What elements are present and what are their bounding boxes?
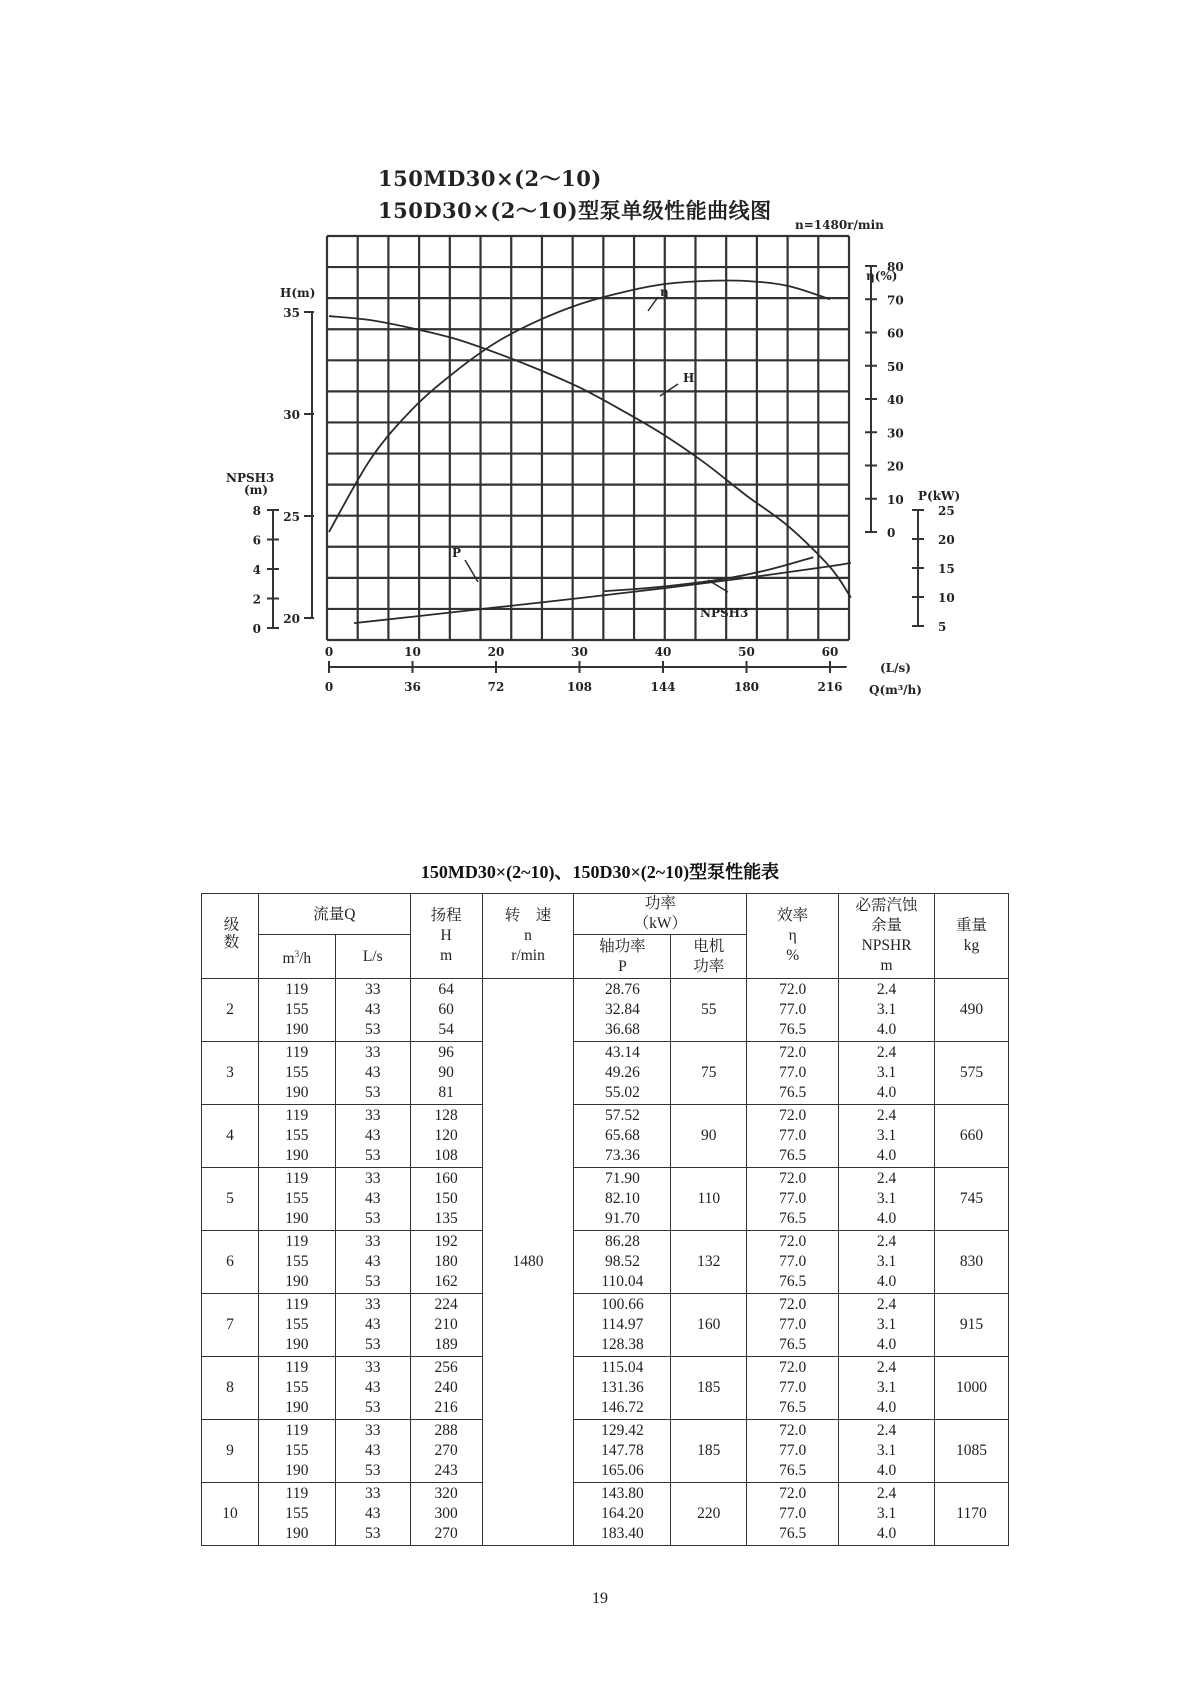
chart-title-line-1: 150MD30×(2～10) xyxy=(378,166,602,191)
power-axis-tick-label: 25 xyxy=(938,504,955,518)
cell-head: 64 60 54 xyxy=(410,979,482,1042)
npsh-axis-tick-label: 4 xyxy=(252,563,261,577)
eta-axis-tick-label: 40 xyxy=(887,393,904,407)
h-axis-tick-label: 20 xyxy=(283,612,300,626)
cell-efficiency: 72.0 77.0 76.5 xyxy=(747,1042,839,1105)
cell-stage: 9 xyxy=(202,1420,259,1483)
cell-stage: 6 xyxy=(202,1231,259,1294)
npsh-axis-unit: (m) xyxy=(244,483,269,497)
npsh-axis-label: NPSH3 xyxy=(226,471,275,485)
cell-flow-ls: 33 43 53 xyxy=(335,1168,410,1231)
cell-flow-m3h: 119 155 190 xyxy=(258,1294,335,1357)
cell-npshr: 2.4 3.1 4.0 xyxy=(839,979,935,1042)
npsh-axis-tick-label: 0 xyxy=(252,622,261,636)
x-axis-tick-label-ls: 40 xyxy=(654,645,672,659)
performance-curve-chart xyxy=(0,0,1200,720)
cell-motor-power: 160 xyxy=(671,1294,747,1357)
eta-axis-label: η(%) xyxy=(866,269,898,283)
npsh-axis-tick-label: 2 xyxy=(252,592,261,607)
cell-flow-ls: 33 43 53 xyxy=(335,979,410,1042)
cell-weight: 1085 xyxy=(935,1420,1009,1483)
table-row xyxy=(202,1168,1009,1231)
header-npshr: 必需汽蚀 余量 NPSHR m xyxy=(839,894,935,979)
cell-motor-power: 220 xyxy=(671,1483,747,1546)
cell-npshr: 2.4 3.1 4.0 xyxy=(839,1420,935,1483)
table-row xyxy=(202,1231,1009,1294)
cell-motor-power: 90 xyxy=(671,1105,747,1168)
table-row xyxy=(202,1483,1009,1546)
curve-label-leader xyxy=(660,384,678,396)
cell-efficiency: 72.0 77.0 76.5 xyxy=(747,979,839,1042)
eta-axis-tick-label: 0 xyxy=(887,526,896,540)
cell-head: 192 180 162 xyxy=(410,1231,482,1294)
npsh-axis-tick-label: 6 xyxy=(252,533,261,548)
cell-head: 224 210 189 xyxy=(410,1294,482,1357)
cell-head: 160 150 135 xyxy=(410,1168,482,1231)
cell-stage: 5 xyxy=(202,1168,259,1231)
power-axis-label: P(kW) xyxy=(918,489,961,503)
cell-weight: 1000 xyxy=(935,1357,1009,1420)
eta-axis-tick-label: 20 xyxy=(887,459,904,474)
cell-npshr: 2.4 3.1 4.0 xyxy=(839,1105,935,1168)
cell-flow-ls: 33 43 53 xyxy=(335,1105,410,1168)
curve-label-h: H xyxy=(683,371,695,385)
cell-weight: 660 xyxy=(935,1105,1009,1168)
x-axis-tick-label-m3h: 216 xyxy=(817,680,843,694)
cell-shaft-power: 28.76 32.84 36.68 xyxy=(574,979,671,1042)
cell-flow-ls: 33 43 53 xyxy=(335,1042,410,1105)
cell-flow-ls: 33 43 53 xyxy=(335,1483,410,1546)
cell-shaft-power: 43.14 49.26 55.02 xyxy=(574,1042,671,1105)
cell-flow-m3h: 119 155 190 xyxy=(258,1357,335,1420)
cell-npshr: 2.4 3.1 4.0 xyxy=(839,1294,935,1357)
cell-motor-power: 55 xyxy=(671,979,747,1042)
power-axis-tick-label: 10 xyxy=(938,591,955,605)
cell-npshr: 2.4 3.1 4.0 xyxy=(839,1042,935,1105)
cell-stage: 3 xyxy=(202,1042,259,1105)
x-axis-tick-label-m3h: 0 xyxy=(324,680,334,694)
cell-shaft-power: 86.28 98.52 110.04 xyxy=(574,1231,671,1294)
cell-npshr: 2.4 3.1 4.0 xyxy=(839,1168,935,1231)
cell-efficiency: 72.0 77.0 76.5 xyxy=(747,1105,839,1168)
table-row xyxy=(202,979,1009,1042)
cell-shaft-power: 71.90 82.10 91.70 xyxy=(574,1168,671,1231)
cell-head: 256 240 216 xyxy=(410,1357,482,1420)
speed-note: n=1480r/min xyxy=(795,218,884,232)
x-axis-tick-label-m3h: 144 xyxy=(650,680,676,694)
h-axis-label: H(m) xyxy=(280,286,316,300)
cell-flow-m3h: 119 155 190 xyxy=(258,1231,335,1294)
cell-stage: 10 xyxy=(202,1483,259,1546)
cell-motor-power: 75 xyxy=(671,1042,747,1105)
x-axis-tick-label-m3h: 108 xyxy=(566,680,593,694)
cell-stage: 2 xyxy=(202,979,259,1042)
header-stage: 级数 xyxy=(202,894,259,979)
cell-efficiency: 72.0 77.0 76.5 xyxy=(747,1231,839,1294)
cell-flow-m3h: 119 155 190 xyxy=(258,1105,335,1168)
h-axis-tick-label: 35 xyxy=(283,306,300,320)
cell-shaft-power: 115.04 131.36 146.72 xyxy=(574,1357,671,1420)
cell-shaft-power: 129.42 147.78 165.06 xyxy=(574,1420,671,1483)
cell-flow-ls: 33 43 53 xyxy=(335,1357,410,1420)
npsh-axis-tick-label: 8 xyxy=(252,504,261,518)
cell-efficiency: 72.0 77.0 76.5 xyxy=(747,1294,839,1357)
eta-axis-tick-label: 30 xyxy=(887,426,904,441)
cell-motor-power: 110 xyxy=(671,1168,747,1231)
cell-flow-m3h: 119 155 190 xyxy=(258,1483,335,1546)
x-axis-label-m3h: Q(m³/h) xyxy=(869,683,922,697)
eta-axis-tick-label: 70 xyxy=(887,293,904,308)
cell-weight: 830 xyxy=(935,1231,1009,1294)
x-axis-tick-label-ls: 50 xyxy=(738,645,755,659)
cell-efficiency: 72.0 77.0 76.5 xyxy=(747,1420,839,1483)
x-axis-tick-label-m3h: 36 xyxy=(404,680,421,694)
header-shaft-power: 轴功率 P xyxy=(574,935,671,979)
cell-head: 288 270 243 xyxy=(410,1420,482,1483)
cell-stage: 8 xyxy=(202,1357,259,1420)
header-power: 功率 （kW） xyxy=(574,894,747,935)
table-row xyxy=(202,1042,1009,1105)
curve-label-eta: η xyxy=(660,285,669,299)
cell-efficiency: 72.0 77.0 76.5 xyxy=(747,1357,839,1420)
x-axis-tick-label-ls: 60 xyxy=(821,645,839,659)
eta-axis-tick-label: 80 xyxy=(887,260,904,274)
performance-table xyxy=(201,893,1009,1546)
cell-npshr: 2.4 3.1 4.0 xyxy=(839,1357,935,1420)
eta-axis-tick-label: 10 xyxy=(887,492,904,507)
cell-npshr: 2.4 3.1 4.0 xyxy=(839,1483,935,1546)
h-axis-tick-label: 30 xyxy=(283,408,300,422)
page-number: 19 xyxy=(592,1590,608,1607)
cell-weight: 915 xyxy=(935,1294,1009,1357)
table-row xyxy=(202,1294,1009,1357)
x-axis-tick-label-ls: 20 xyxy=(487,645,505,659)
x-axis-tick-label-ls: 0 xyxy=(324,645,334,659)
cell-motor-power: 185 xyxy=(671,1357,747,1420)
header-efficiency: 效率 η % xyxy=(747,894,839,979)
cell-flow-ls: 33 43 53 xyxy=(335,1420,410,1483)
cell-npshr: 2.4 3.1 4.0 xyxy=(839,1231,935,1294)
cell-shaft-power: 100.66 114.97 128.38 xyxy=(574,1294,671,1357)
eta-axis-tick-label: 60 xyxy=(887,326,904,341)
cell-flow-m3h: 119 155 190 xyxy=(258,979,335,1042)
x-axis-tick-label-m3h: 72 xyxy=(487,680,505,694)
cell-flow-m3h: 119 155 190 xyxy=(258,1168,335,1231)
cell-efficiency: 72.0 77.0 76.5 xyxy=(747,1483,839,1546)
header-head: 扬程 H m xyxy=(410,894,482,979)
cell-flow-ls: 33 43 53 xyxy=(335,1294,410,1357)
curve-h xyxy=(329,316,851,598)
table-row xyxy=(202,1420,1009,1483)
cell-weight: 1170 xyxy=(935,1483,1009,1546)
eta-axis-tick-label: 50 xyxy=(887,359,904,374)
power-axis-tick-label: 20 xyxy=(938,533,955,547)
curve-label-npsh3: NPSH3 xyxy=(700,606,749,620)
x-axis-tick-label-ls: 30 xyxy=(571,645,588,659)
cell-flow-ls: 33 43 53 xyxy=(335,1231,410,1294)
x-axis-tick-label-m3h: 180 xyxy=(733,680,760,694)
chart-title-line-2: 150D30×(2～10)型泵单级性能曲线图 xyxy=(378,198,772,223)
power-axis-tick-label: 15 xyxy=(938,562,955,576)
header-flow-m3h: $m^3/h$ xyxy=(258,935,335,979)
cell-weight: 575 xyxy=(935,1042,1009,1105)
cell-efficiency: 72.0 77.0 76.5 xyxy=(747,1168,839,1231)
curve-label-p: P xyxy=(452,546,462,560)
cell-motor-power: 185 xyxy=(671,1420,747,1483)
header-motor-power: 电机 功率 xyxy=(671,935,747,979)
x-axis-tick-label-ls: 10 xyxy=(404,645,421,659)
header-weight: 重量 kg xyxy=(935,894,1009,979)
cell-speed: 1480 xyxy=(482,979,574,1546)
cell-flow-m3h: 119 155 190 xyxy=(258,1420,335,1483)
table-row xyxy=(202,1105,1009,1168)
curve-eta xyxy=(329,280,830,532)
cell-weight: 490 xyxy=(935,979,1009,1042)
table-title: 150MD30×(2~10)、150D30×(2~10)型泵性能表 xyxy=(420,862,780,882)
cell-head: 128 120 108 xyxy=(410,1105,482,1168)
cell-head: 96 90 81 xyxy=(410,1042,482,1105)
cell-shaft-power: 57.52 65.68 73.36 xyxy=(574,1105,671,1168)
cell-shaft-power: 143.80 164.20 183.40 xyxy=(574,1483,671,1546)
curve-npsh3 xyxy=(605,557,814,591)
cell-stage: 7 xyxy=(202,1294,259,1357)
table-row xyxy=(202,1357,1009,1420)
power-axis-tick-label: 5 xyxy=(938,620,947,634)
cell-stage: 4 xyxy=(202,1105,259,1168)
cell-weight: 745 xyxy=(935,1168,1009,1231)
h-axis-tick-label: 25 xyxy=(283,510,300,524)
header-speed: 转 速 n r/min xyxy=(482,894,574,979)
header-flow: 流量Q xyxy=(258,894,410,935)
x-axis-label-ls: (L/s) xyxy=(880,661,911,675)
cell-motor-power: 132 xyxy=(671,1231,747,1294)
cell-head: 320 300 270 xyxy=(410,1483,482,1546)
header-flow-ls: L/s xyxy=(335,935,410,979)
cell-flow-m3h: 119 155 190 xyxy=(258,1042,335,1105)
